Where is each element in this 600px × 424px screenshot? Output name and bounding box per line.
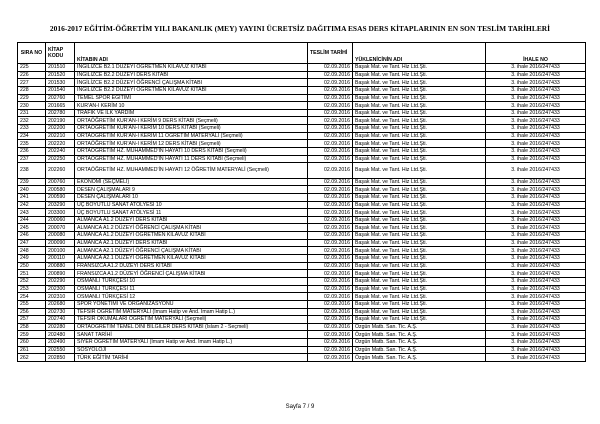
row-sira-no: 226 [18, 71, 46, 79]
table-row [18, 109, 586, 117]
row-yuklenici-adi: Başak Mat. ve Tant. Hiz Ltd.Şti. [353, 102, 486, 110]
table-row [18, 331, 586, 339]
row-ihale-no: 3. ihale 2016/247433 [486, 178, 586, 186]
table-row [18, 209, 586, 217]
row-yuklenici-adi: Başak Mat. ve Tant. Hiz Ltd.Şti. [353, 193, 486, 201]
row-teslim-tarihi: 02.09.2016 [308, 102, 353, 110]
row-sira-no: 230 [18, 102, 46, 110]
row-kitap-kodu: 200890 [46, 270, 75, 278]
row-kitap-kodu: 202730 [46, 308, 75, 316]
row-kitap-kodu: 202310 [46, 293, 75, 301]
row-kitabin-adi: SPOR YÖNETİMİ VE ORGANİZASYONU [75, 300, 308, 308]
row-sira-no: 262 [18, 354, 46, 362]
row-sira-no: 250 [18, 262, 46, 270]
row-kitap-kodu: 202490 [46, 339, 75, 347]
table-row [18, 86, 586, 94]
row-yuklenici-adi: Başak Mat. ve Tant. Hiz Ltd.Şti. [353, 270, 486, 278]
row-sira-no: 227 [18, 79, 46, 87]
table-header-row [18, 43, 586, 64]
table-row [18, 201, 586, 209]
row-sira-no: 239 [18, 178, 46, 186]
row-kitabin-adi: ALMANCA A2.1 DÜZEYİ ÖĞRETMEN KILAVUZ KİTABI [75, 255, 308, 263]
row-yuklenici-adi: Başak Mat. ve Tant. Hiz Ltd.Şti. [353, 155, 486, 163]
row-yuklenici-adi: Başak Mat. ve Tant. Hiz Ltd.Şti. [353, 216, 486, 224]
row-kitap-kodu: 200090 [46, 239, 75, 247]
row-teslim-tarihi: 02.09.2016 [308, 125, 353, 133]
row-sira-no: 241 [18, 193, 46, 201]
row-yuklenici-adi: Başak Mat. ve Tant. Hiz Ltd.Şti. [353, 262, 486, 270]
row-ihale-no: 3. ihale 2016/247433 [486, 293, 586, 301]
row-teslim-tarihi: 02.09.2016 [308, 323, 353, 331]
row-ihale-no: 3. ihale 2016/247433 [486, 209, 586, 217]
row-yuklenici-adi: Özgün Matb. San. Tic. A.Ş. [353, 323, 486, 331]
row-sira-no: 238 [18, 163, 46, 178]
row-ihale-no: 3. ihale 2016/247433 [486, 331, 586, 339]
row-teslim-tarihi: 02.09.2016 [308, 148, 353, 156]
row-kitap-kodu: 200580 [46, 186, 75, 194]
row-sira-no: 231 [18, 109, 46, 117]
header-sira-no-text: SIRA NO [20, 50, 43, 56]
row-yuklenici-adi: Başak Mat. ve Tant. Hiz Ltd.Şti. [353, 109, 486, 117]
row-kitabin-adi: OSMANLI TÜRKÇESİ 11 [75, 285, 308, 293]
row-yuklenici-adi: Başak Mat. ve Tant. Hiz Ltd.Şti. [353, 201, 486, 209]
row-ihale-no: 3. ihale 2016/247433 [486, 323, 586, 331]
row-yuklenici-adi: Başak Mat. ve Tant. Hiz Ltd.Şti. [353, 209, 486, 217]
row-kitabin-adi: TEMEL SPOR EĞİTİMİ [75, 94, 308, 102]
table-row [18, 308, 586, 316]
table-row [18, 193, 586, 201]
table-row [18, 132, 586, 140]
row-teslim-tarihi: 02.09.2016 [308, 255, 353, 263]
row-sira-no: 260 [18, 339, 46, 347]
table-row [18, 262, 586, 270]
row-yuklenici-adi: Başak Mat. ve Tant. Hiz Ltd.Şti. [353, 186, 486, 194]
table-row [18, 224, 586, 232]
table-row [18, 232, 586, 240]
row-kitap-kodu: 202760 [46, 94, 75, 102]
table-row [18, 94, 586, 102]
row-sira-no: 257 [18, 316, 46, 324]
row-kitabin-adi: İNGİLİZCE B2.2 DÜZEYİ DERS KİTABI [75, 71, 308, 79]
table-row [18, 346, 586, 354]
row-yuklenici-adi: Başak Mat. ve Tant. Hiz Ltd.Şti. [353, 132, 486, 140]
row-kitap-kodu: 202200 [46, 125, 75, 133]
row-kitabin-adi: TÜRK EĞİTİM TARİHİ [75, 354, 308, 362]
table-row [18, 186, 586, 194]
row-kitabin-adi: İNGİLİZCE B2.2 DÜZEYİ ÖĞRETMEN KILAVUZ KİTABI [75, 86, 308, 94]
row-kitabin-adi: TEFSİR OKUMALARI ÖĞRETİM MATERYALİ (Seçmeli) [75, 316, 308, 324]
row-yuklenici-adi: Başak Mat. ve Tant. Hiz Ltd.Şti. [353, 255, 486, 263]
row-kitap-kodu: 202550 [46, 346, 75, 354]
row-teslim-tarihi: 02.09.2016 [308, 178, 353, 186]
row-sira-no: 253 [18, 285, 46, 293]
row-kitabin-adi: DESEN ÇALIŞMALARI 10 [75, 193, 308, 201]
row-teslim-tarihi: 02.09.2016 [308, 316, 353, 324]
row-teslim-tarihi: 02.09.2016 [308, 201, 353, 209]
row-sira-no: 240 [18, 186, 46, 194]
row-yuklenici-adi: Başak Mat. ve Tant. Hiz Ltd.Şti. [353, 94, 486, 102]
row-kitap-kodu: 200060 [46, 216, 75, 224]
row-teslim-tarihi: 02.09.2016 [308, 331, 353, 339]
row-kitabin-adi: TRAFİK VE İLK YARDIM [75, 109, 308, 117]
row-ihale-no: 3. ihale 2016/247433 [486, 79, 586, 87]
row-ihale-no: 3. ihale 2016/247433 [486, 140, 586, 148]
header-teslim-tarihi-text: TESLİM TARİHİ [310, 50, 348, 56]
row-teslim-tarihi: 02.09.2016 [308, 277, 353, 285]
row-yuklenici-adi: Başak Mat. ve Tant. Hiz Ltd.Şti. [353, 277, 486, 285]
row-ihale-no: 3. ihale 2016/247433 [486, 300, 586, 308]
row-teslim-tarihi: 02.09.2016 [308, 86, 353, 94]
row-kitabin-adi: ALMANCA A2.1 DÜZEYİ ÖĞRENCİ ÇALIŞMA KİTABI [75, 247, 308, 255]
row-teslim-tarihi: 02.09.2016 [308, 354, 353, 362]
row-kitap-kodu: 200880 [46, 262, 75, 270]
row-teslim-tarihi: 02.09.2016 [308, 132, 353, 140]
row-sira-no: 244 [18, 216, 46, 224]
row-kitabin-adi: ORTAÖĞRETİM HZ. MUHAMMED'İN HAYATI 10 DERS KİTABI (Seçmeli) [75, 148, 308, 156]
row-kitabin-adi: ORTAÖĞRETİM KUR'AN-I KERİM 12 DERS KİTABI (Seçmeli) [75, 140, 308, 148]
row-teslim-tarihi: 02.09.2016 [308, 94, 353, 102]
row-sira-no: 235 [18, 140, 46, 148]
table-row [18, 216, 586, 224]
row-kitabin-adi: ÜÇ BOYUTLU SANAT ATÖLYESİ 10 [75, 201, 308, 209]
row-ihale-no: 3. ihale 2016/247433 [486, 193, 586, 201]
row-ihale-no: 3. ihale 2016/247433 [486, 64, 586, 72]
row-kitap-kodu: 203300 [46, 209, 75, 217]
row-sira-no: 232 [18, 117, 46, 125]
row-kitabin-adi: FRANSIZCA A1.2 DÜZEYİ ÖĞRENCİ ÇALIŞMA KİTABI [75, 270, 308, 278]
row-kitap-kodu: 201530 [46, 79, 75, 87]
header-teslim-tarihi [308, 43, 353, 64]
header-kitabin-adi [75, 43, 308, 64]
header-kitap-kodu [46, 43, 75, 64]
row-sira-no: 246 [18, 232, 46, 240]
row-teslim-tarihi: 02.09.2016 [308, 232, 353, 240]
row-kitap-kodu: 202290 [46, 277, 75, 285]
row-kitap-kodu: 202250 [46, 155, 75, 163]
row-teslim-tarihi: 02.09.2016 [308, 239, 353, 247]
row-ihale-no: 3. ihale 2016/247433 [486, 155, 586, 163]
row-kitabin-adi: ORTAÖĞRETİM KUR'AN-I KERİM 9 DERS KİTABI (Seçmeli) [75, 117, 308, 125]
table-row [18, 285, 586, 293]
row-sira-no: 243 [18, 209, 46, 217]
table-row [18, 354, 586, 362]
row-yuklenici-adi: Başak Mat. ve Tant. Hiz Ltd.Şti. [353, 239, 486, 247]
row-ihale-no: 3. ihale 2016/247433 [486, 270, 586, 278]
header-ihale-no [486, 43, 586, 64]
row-yuklenici-adi: Başak Mat. ve Tant. Hiz Ltd.Şti. [353, 178, 486, 186]
row-teslim-tarihi: 02.09.2016 [308, 216, 353, 224]
row-kitap-kodu: 200080 [46, 232, 75, 240]
row-sira-no: 245 [18, 224, 46, 232]
table-row [18, 71, 586, 79]
header-kitap-kodu-text: KİTAP KODU [48, 47, 64, 59]
row-ihale-no: 3. ihale 2016/247433 [486, 163, 586, 178]
row-yuklenici-adi: Başak Mat. ve Tant. Hiz Ltd.Şti. [353, 316, 486, 324]
row-kitabin-adi: SİYER ÖĞRETİM MATERYALİ (İmam Hatip ve And. İmam Hatip L.) [75, 339, 308, 347]
row-kitabin-adi: ALMANCA A1.2 DÜZEYİ DERS KİTABI [75, 216, 308, 224]
row-kitap-kodu: 202680 [46, 300, 75, 308]
row-sira-no: 237 [18, 155, 46, 163]
row-kitap-kodu: 200590 [46, 193, 75, 201]
row-sira-no: 249 [18, 255, 46, 263]
row-yuklenici-adi: Başak Mat. ve Tant. Hiz Ltd.Şti. [353, 64, 486, 72]
header-ihale-no-text: İHALE NO [523, 57, 548, 63]
row-sira-no: 234 [18, 132, 46, 140]
row-ihale-no: 3. ihale 2016/247433 [486, 102, 586, 110]
row-ihale-no: 3. ihale 2016/247433 [486, 239, 586, 247]
row-teslim-tarihi: 02.09.2016 [308, 293, 353, 301]
row-kitap-kodu: 202220 [46, 140, 75, 148]
table-row [18, 323, 586, 331]
row-kitabin-adi: ORTAÖĞRETİM KUR'AN-I KERİM 11 ÖĞRETİM MATERYALİ (Seçmeli) [75, 132, 308, 140]
row-ihale-no: 3. ihale 2016/247433 [486, 186, 586, 194]
row-kitabin-adi: FRANSIZCA A1.2 DÜZEYİ DERS KİTABI [75, 262, 308, 270]
row-kitap-kodu: 202240 [46, 148, 75, 156]
table-row [18, 125, 586, 133]
row-sira-no: 259 [18, 331, 46, 339]
row-ihale-no: 3. ihale 2016/247433 [486, 316, 586, 324]
row-teslim-tarihi: 02.09.2016 [308, 308, 353, 316]
row-kitabin-adi: ALMANCA A2.1 DÜZEYİ DERS KİTABI [75, 239, 308, 247]
row-sira-no: 233 [18, 125, 46, 133]
row-teslim-tarihi: 02.09.2016 [308, 186, 353, 194]
row-kitap-kodu: 201665 [46, 102, 75, 110]
table-row [18, 277, 586, 285]
row-teslim-tarihi: 02.09.2016 [308, 247, 353, 255]
row-ihale-no: 3. ihale 2016/247433 [486, 354, 586, 362]
row-kitap-kodu: 200760 [46, 178, 75, 186]
row-kitap-kodu: 202190 [46, 117, 75, 125]
row-yuklenici-adi: Özgün Matb. San. Tic. A.Ş. [353, 331, 486, 339]
row-yuklenici-adi: Başak Mat. ve Tant. Hiz Ltd.Şti. [353, 79, 486, 87]
row-kitap-kodu: 201540 [46, 86, 75, 94]
row-sira-no: 229 [18, 94, 46, 102]
row-kitabin-adi: ORTAÖĞRETİM TEMEL DİNİ BİLGİLER DERS KİTABI (İslam 2 - Seçmeli) [75, 323, 308, 331]
row-sira-no: 254 [18, 293, 46, 301]
row-kitabin-adi: ALMANCA A1.2 DÜZEYİ ÖĞRENCİ ÇALIŞMA KİTABI [75, 224, 308, 232]
row-teslim-tarihi: 02.09.2016 [308, 140, 353, 148]
row-ihale-no: 3. ihale 2016/247433 [486, 201, 586, 209]
table-body [18, 64, 586, 362]
row-teslim-tarihi: 02.09.2016 [308, 155, 353, 163]
row-ihale-no: 3. ihale 2016/247433 [486, 277, 586, 285]
row-sira-no: 225 [18, 64, 46, 72]
row-kitap-kodu: 200110 [46, 255, 75, 263]
row-yuklenici-adi: Başak Mat. ve Tant. Hiz Ltd.Şti. [353, 86, 486, 94]
row-yuklenici-adi: Başak Mat. ve Tant. Hiz Ltd.Şti. [353, 224, 486, 232]
row-ihale-no: 3. ihale 2016/247433 [486, 255, 586, 263]
row-ihale-no: 3. ihale 2016/247433 [486, 132, 586, 140]
row-teslim-tarihi: 02.09.2016 [308, 285, 353, 293]
delivery-table [17, 42, 586, 362]
table-row [18, 270, 586, 278]
row-teslim-tarihi: 02.09.2016 [308, 346, 353, 354]
header-yuklenici-adi-text: YÜKLENİCİNİN ADI [355, 57, 403, 63]
row-kitabin-adi: ÜÇ BOYUTLU SANAT ATÖLYESİ 11 [75, 209, 308, 217]
row-yuklenici-adi: Başak Mat. ve Tant. Hiz Ltd.Şti. [353, 163, 486, 178]
row-kitap-kodu: 202780 [46, 109, 75, 117]
row-kitap-kodu: 202300 [46, 285, 75, 293]
row-ihale-no: 3. ihale 2016/247433 [486, 262, 586, 270]
row-ihale-no: 3. ihale 2016/247433 [486, 117, 586, 125]
row-kitabin-adi: OSMANLI TÜRKÇESİ 12 [75, 293, 308, 301]
table-row [18, 178, 586, 186]
row-yuklenici-adi: Başak Mat. ve Tant. Hiz Ltd.Şti. [353, 71, 486, 79]
table-row [18, 247, 586, 255]
row-sira-no: 251 [18, 270, 46, 278]
row-sira-no: 256 [18, 308, 46, 316]
row-yuklenici-adi: Başak Mat. ve Tant. Hiz Ltd.Şti. [353, 125, 486, 133]
row-yuklenici-adi: Başak Mat. ve Tant. Hiz Ltd.Şti. [353, 300, 486, 308]
header-yuklenici-adi [353, 43, 486, 64]
row-yuklenici-adi: Başak Mat. ve Tant. Hiz Ltd.Şti. [353, 140, 486, 148]
row-ihale-no: 3. ihale 2016/247433 [486, 285, 586, 293]
row-sira-no: 228 [18, 86, 46, 94]
row-ihale-no: 3. ihale 2016/247433 [486, 224, 586, 232]
row-teslim-tarihi: 02.09.2016 [308, 300, 353, 308]
row-ihale-no: 3. ihale 2016/247433 [486, 308, 586, 316]
row-ihale-no: 3. ihale 2016/247433 [486, 216, 586, 224]
row-ihale-no: 3. ihale 2016/247433 [486, 94, 586, 102]
row-sira-no: 247 [18, 239, 46, 247]
row-ihale-no: 3. ihale 2016/247433 [486, 148, 586, 156]
row-kitabin-adi: ORTAÖĞRETİM KUR'AN-I KERİM 10 DERS KİTABI (Seçmeli) [75, 125, 308, 133]
table-row [18, 300, 586, 308]
row-yuklenici-adi: Başak Mat. ve Tant. Hiz Ltd.Şti. [353, 232, 486, 240]
row-kitap-kodu: 200100 [46, 247, 75, 255]
row-kitap-kodu: 202740 [46, 316, 75, 324]
row-teslim-tarihi: 02.09.2016 [308, 209, 353, 217]
row-kitap-kodu: 200070 [46, 224, 75, 232]
table-row [18, 140, 586, 148]
table-row [18, 339, 586, 347]
row-kitabin-adi: SOSYOLOJİ [75, 346, 308, 354]
row-yuklenici-adi: Başak Mat. ve Tant. Hiz Ltd.Şti. [353, 148, 486, 156]
row-teslim-tarihi: 02.09.2016 [308, 262, 353, 270]
row-kitap-kodu: 201510 [46, 64, 75, 72]
table-row [18, 163, 586, 178]
table-row [18, 79, 586, 87]
row-teslim-tarihi: 02.09.2016 [308, 79, 353, 87]
row-kitabin-adi: SANAT TARİHİ [75, 331, 308, 339]
row-kitap-kodu: 203290 [46, 201, 75, 209]
row-kitabin-adi: KUR'AN-I KERİM 10 [75, 102, 308, 110]
row-kitabin-adi: TEFSİR ÖĞRETİM MATERYALİ (İmam Hatip ve And. İmam Hatip L.) [75, 308, 308, 316]
row-teslim-tarihi: 02.09.2016 [308, 109, 353, 117]
row-kitap-kodu: 202280 [46, 323, 75, 331]
row-ihale-no: 3. ihale 2016/247433 [486, 71, 586, 79]
table-row [18, 64, 586, 72]
row-kitabin-adi [75, 163, 308, 178]
row-kitabin-adi-text: ORTAÖĞRETİM HZ. MUHAMMED'İN HAYATI 12 ÖĞRETİM MATERYALİ (Seçmeli) [77, 167, 269, 174]
table-row [18, 293, 586, 301]
table-row [18, 102, 586, 110]
header-kitabin-adi-text: KİTABIN ADI [77, 57, 108, 63]
row-ihale-no: 3. ihale 2016/247433 [486, 247, 586, 255]
row-sira-no: 252 [18, 277, 46, 285]
table-row [18, 316, 586, 324]
row-yuklenici-adi: Başak Mat. ve Tant. Hiz Ltd.Şti. [353, 117, 486, 125]
row-kitabin-adi: İNGİLİZCE B2.2 DÜZEYİ ÖĞRENCİ ÇALIŞMA KİTABI [75, 79, 308, 87]
row-yuklenici-adi: Başak Mat. ve Tant. Hiz Ltd.Şti. [353, 293, 486, 301]
row-kitap-kodu: 202480 [46, 331, 75, 339]
row-teslim-tarihi: 02.09.2016 [308, 270, 353, 278]
header-sira-no [18, 43, 46, 64]
page-footer: Sayfa 7 / 9 [285, 404, 315, 410]
row-kitabin-adi: EKONOMİ (SEÇMELİ) [75, 178, 308, 186]
row-ihale-no: 3. ihale 2016/247433 [486, 232, 586, 240]
row-yuklenici-adi: Başak Mat. ve Tant. Hiz Ltd.Şti. [353, 308, 486, 316]
table-row [18, 117, 586, 125]
row-yuklenici-adi: Başak Mat. ve Tant. Hiz Ltd.Şti. [353, 247, 486, 255]
page-title: 2016-2017 EĞİTİM-ÖĞRETİM YILI BAKANLIK (MEY) YAYINI ÜCRETSİZ DAĞITIMA ESAS DERS KİTAPLARININ EN SON TESLİM TARİHLERİ [49, 24, 551, 33]
row-teslim-tarihi: 02.09.2016 [308, 339, 353, 347]
table-row [18, 239, 586, 247]
row-teslim-tarihi: 02.09.2016 [308, 64, 353, 72]
table-row [18, 155, 586, 163]
row-ihale-no: 3. ihale 2016/247433 [486, 125, 586, 133]
row-sira-no: 261 [18, 346, 46, 354]
row-teslim-tarihi: 02.09.2016 [308, 163, 353, 178]
row-kitap-kodu: 202210 [46, 132, 75, 140]
row-kitap-kodu: 202850 [46, 354, 75, 362]
row-sira-no: 242 [18, 201, 46, 209]
row-teslim-tarihi: 02.09.2016 [308, 71, 353, 79]
row-sira-no: 258 [18, 323, 46, 331]
row-sira-no: 255 [18, 300, 46, 308]
row-kitabin-adi: İNGİLİZCE B2.1 DÜZEYİ ÖĞRETMEN KILAVUZ KİTABI [75, 64, 308, 72]
row-ihale-no: 3. ihale 2016/247433 [486, 346, 586, 354]
row-yuklenici-adi: Özgün Matb. San. Tic. A.Ş. [353, 354, 486, 362]
table-row [18, 148, 586, 156]
row-ihale-no: 3. ihale 2016/247433 [486, 86, 586, 94]
row-sira-no: 236 [18, 148, 46, 156]
row-teslim-tarihi: 02.09.2016 [308, 224, 353, 232]
row-kitabin-adi: DESEN ÇALIŞMALARI 9 [75, 186, 308, 194]
row-sira-no: 248 [18, 247, 46, 255]
row-ihale-no: 3. ihale 2016/247433 [486, 339, 586, 347]
row-teslim-tarihi: 02.09.2016 [308, 117, 353, 125]
row-yuklenici-adi: Başak Mat. ve Tant. Hiz Ltd.Şti. [353, 285, 486, 293]
table-row [18, 255, 586, 263]
row-kitap-kodu: 202260 [46, 163, 75, 178]
row-yuklenici-adi: Özgün Matb. San. Tic. A.Ş. [353, 346, 486, 354]
row-teslim-tarihi: 02.09.2016 [308, 193, 353, 201]
row-kitap-kodu: 201520 [46, 71, 75, 79]
row-kitabin-adi: ORTAÖĞRETİM HZ. MUHAMMED'İN HAYATI 11 DERS KİTABI (Seçmeli) [75, 155, 308, 163]
row-kitabin-adi: ALMANCA A1.2 DÜZEYİ ÖĞRETMEN KILAVUZ KİTABI [75, 232, 308, 240]
row-ihale-no: 3. ihale 2016/247433 [486, 109, 586, 117]
row-yuklenici-adi: Özgün Matb. San. Tic. A.Ş. [353, 339, 486, 347]
row-kitabin-adi: OSMANLI TÜRKÇESİ 10 [75, 277, 308, 285]
